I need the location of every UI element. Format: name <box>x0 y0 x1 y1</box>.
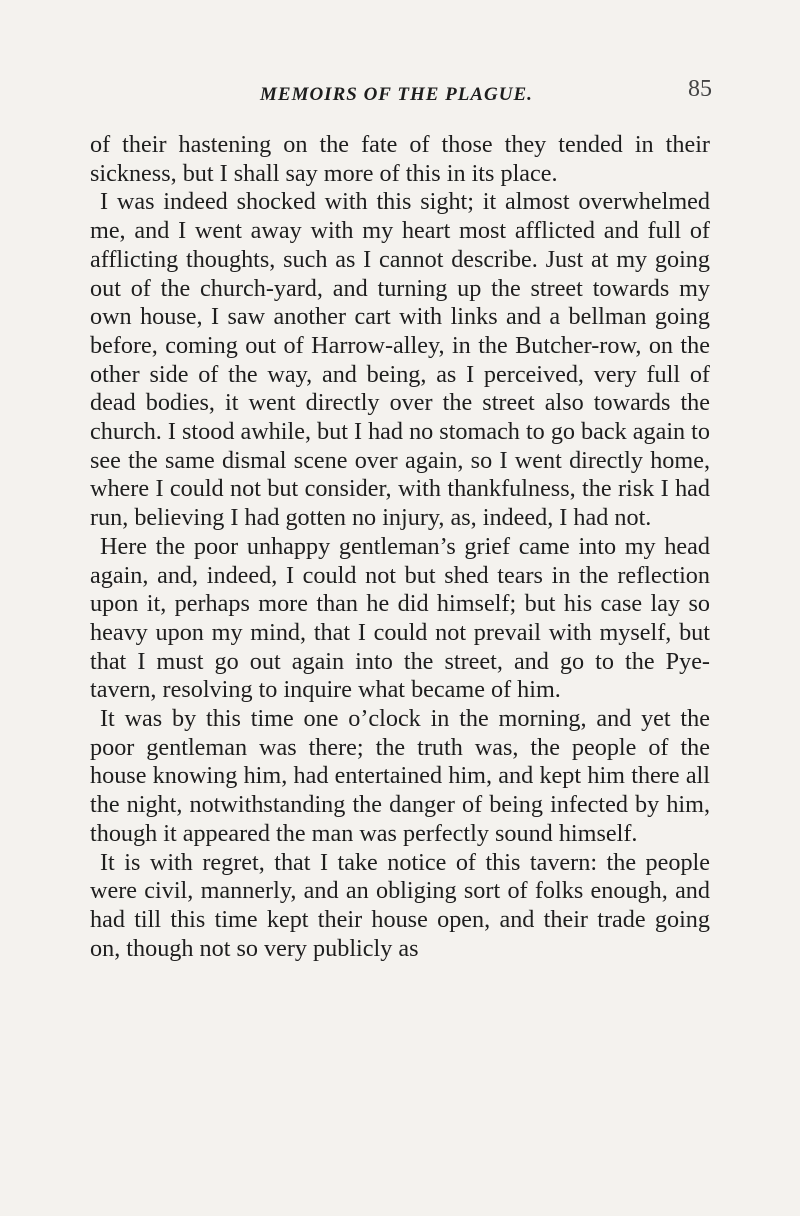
running-title: MEMOIRS OF THE PLAGUE. <box>260 84 533 105</box>
running-head <box>260 76 712 114</box>
paragraph: It is with regret, that I take notice of this tavern: the people were civil, mannerly, and an obliging sort of folks enough, and had till this time kept their house open, and their trade going on, though not so very publicly as <box>90 848 710 962</box>
paragraph: I was indeed shocked with this sight; it almost overwhelmed me, and I went away with my heart most afflicted and full of afflicting thoughts, such as I cannot describe. Just at my going out of the church-yard, and turning up the street towards my own house, I saw another cart with links and a bellman going before, coming out of Harrow-alley, in the Butcher-row, on the other side of the way, and being, as I perceived, very full of dead bodies, it went directly over the street also towards the church. I stood awhile, but I had no stomach to go back again to see the same dismal scene over again, so I went directly home, where I could not but consider, with thankfulness, the risk I had run, believing I had gotten no injury, as, indeed, I had not. <box>90 188 710 532</box>
body-text <box>90 131 710 963</box>
paragraph: Here the poor unhappy gentleman’s grief came into my head again, and, indeed, I could not but shed tears in the reflection upon it, perhaps more than he did himself; but his case lay so heavy upon my mind, that I could not prevail with myself, but that I must go out again into the street, and go to the Pye-tavern, resolving to inquire what became of him. <box>90 532 710 704</box>
paragraph: of their hastening on the fate of those they tended in their sickness, but I shall say more of this in its place. <box>90 131 710 187</box>
paragraph: It was by this time one o’clock in the morning, and yet the poor gentleman was there; the truth was, the people of the house knowing him, had entertained him, and kept him there all the night, notwithstanding the danger of being infected by him, though it appeared the man was perfectly sound himself. <box>90 705 710 847</box>
page-number: 85 <box>688 76 712 102</box>
